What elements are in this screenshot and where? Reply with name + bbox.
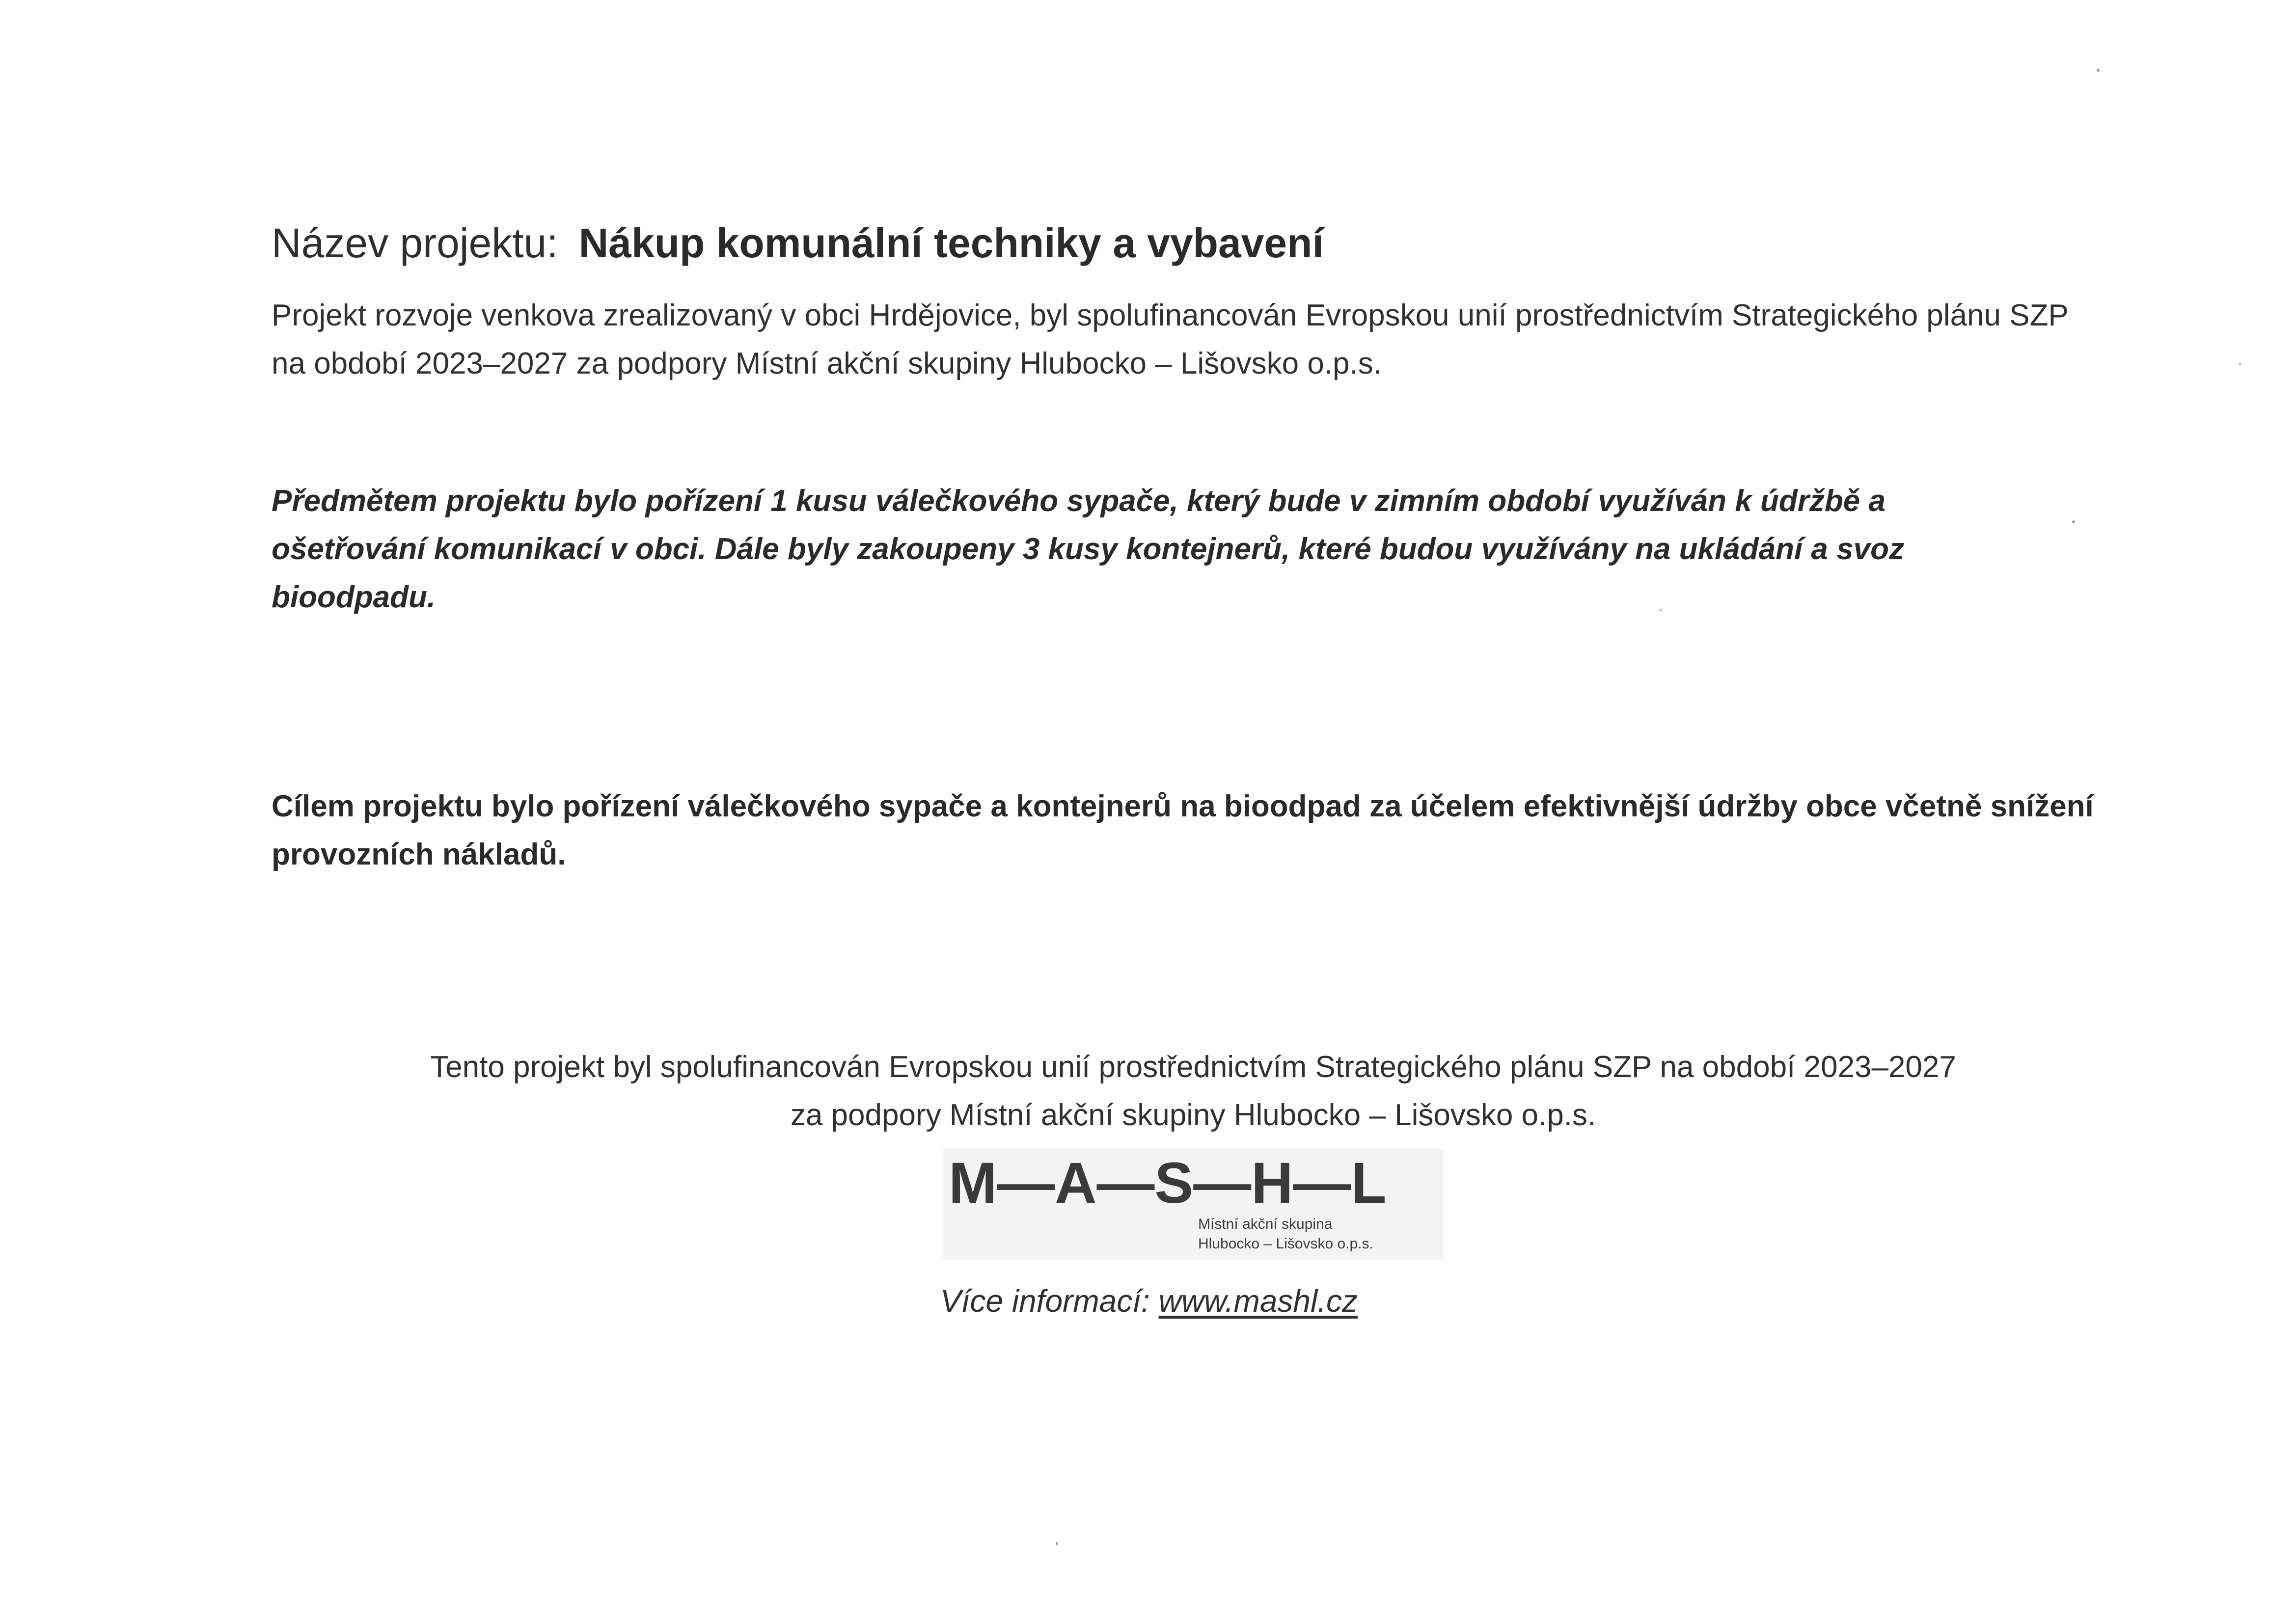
scan-speck: [1660, 609, 1662, 611]
funding-line-2: za podpory Místní akční skupiny Hlubocko – Lišovsko o.p.s.: [790, 1098, 1596, 1132]
intro-paragraph: Projekt rozvoje venkova zrealizovaný v obci Hrdějovice, byl spolufinancován Evropskou unií prostřednictvím Strategického plánu SZP na období 2023–2027 za podpory Místní akční skupiny Hlubocko – Lišovsko o.p.s.: [272, 298, 2068, 380]
mashl-logo-subtitle: [1198, 1215, 1373, 1254]
mashl-logo-subtitle-line-2: Hlubocko – Lišovsko o.p.s.: [1198, 1236, 1373, 1252]
scan-speck: [1056, 1542, 1058, 1545]
mashl-logo: [943, 1149, 1444, 1260]
project-title-value: Nákup komunální techniky a vybavení: [578, 220, 1324, 266]
project-title-label: Název projektu:: [272, 220, 558, 266]
scan-speck: [2072, 520, 2075, 523]
scan-speck: [2239, 363, 2241, 365]
project-title: [272, 216, 1324, 270]
more-info-link[interactable]: www.mashl.cz: [1158, 1283, 1358, 1319]
subject-paragraph: Předmětem projektu bylo pořízení 1 kusu válečkového sypače, který bude v zimním období využíván k údržbě a ošetřování komunikací v obci. Dále byly zakoupeny 3 kusy kontejnerů, které budou využívány na ukládání a svoz bioodpadu.: [272, 484, 1904, 614]
scan-speck: [2097, 69, 2100, 72]
funding-line-1: Tento projekt byl spolufinancován Evropskou unií prostřednictvím Strategického plánu SZP na období 2023–2027: [430, 1050, 1956, 1084]
more-info-label: Více informací:: [940, 1283, 1150, 1319]
goal-paragraph: Cílem projektu bylo pořízení válečkového sypače a kontejnerů na bioodpad za účelem efektivnější údržby obce včetně snížení provozních nákladů.: [272, 789, 2094, 871]
more-info: [491, 1276, 1807, 1325]
mashl-logo-subtitle-line-1: Místní akční skupina: [1198, 1216, 1333, 1232]
funding-statement: [265, 1043, 2121, 1139]
mashl-logo-wordmark: M—A—S—H—L: [949, 1151, 1387, 1216]
